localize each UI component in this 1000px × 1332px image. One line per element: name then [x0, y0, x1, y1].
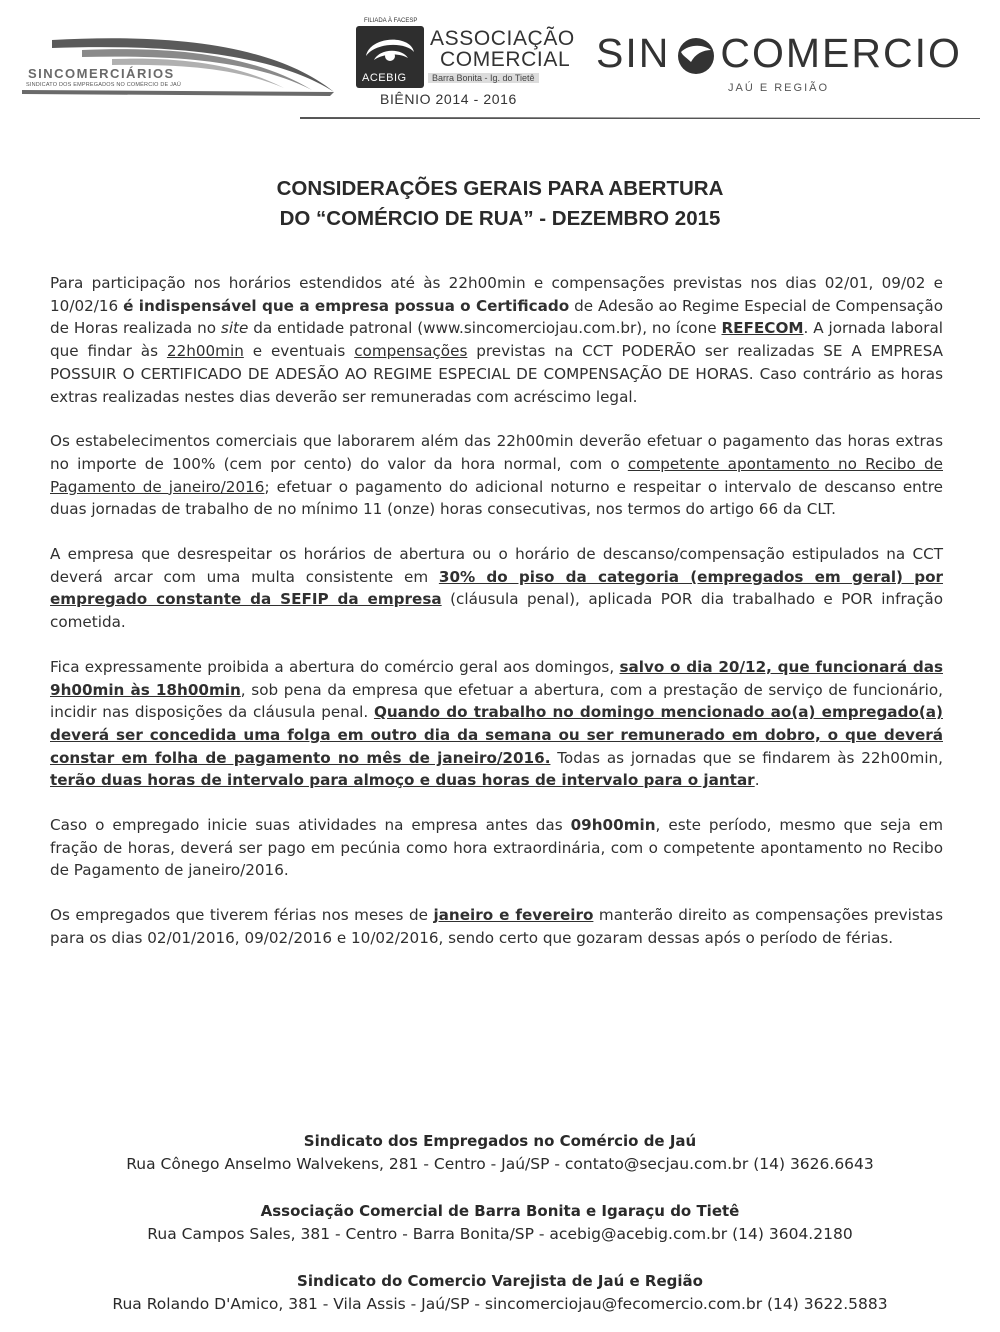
associacao-title-line2: COMERCIAL: [440, 48, 571, 71]
acebig-city: Barra Bonita - Ig. do Tietê: [428, 73, 539, 83]
document-body: [50, 272, 943, 972]
paragraph: [50, 656, 943, 792]
paragraph-text-run: compensações: [354, 342, 468, 361]
paragraph-text-run: de Adesão ao Regime Especial de Compensação de Horas realizada no: [50, 296, 943, 338]
paragraph: [50, 904, 943, 949]
paragraph-text-run: 30% do piso da categoria (empregados em geral) por empregado constante da SEFIP da empresa: [50, 567, 943, 609]
filiada-label: FILIADA À FACESP: [364, 18, 418, 24]
title-line-2: DO “COMÉRCIO DE RUA” - DEZEMBRO 2015: [279, 207, 721, 230]
paragraph: [50, 430, 943, 521]
organization-address: Rua Rolando D'Amico, 381 - Vila Assis - Jaú/SP - sincomerciojau@fecomercio.com.br (14) 3622.5883: [112, 1295, 888, 1313]
associacao-comercial-logo: [356, 18, 576, 110]
footer-contact-block: [0, 1270, 1000, 1316]
paragraph-text-run: e eventuais: [243, 342, 355, 361]
sincomerciarios-logo: [22, 30, 337, 100]
paragraph: [50, 814, 943, 882]
letterhead: [0, 0, 1000, 130]
paragraph-text-run: Os empregados que tiverem férias nos meses de: [50, 906, 434, 925]
document-title: [0, 174, 1000, 234]
sincomercio-right: COMERCIO: [720, 30, 962, 76]
paragraph-text-run: ; efetuar o pagamento do adicional noturno e respeitar o intervalo de descanso entre duas jornadas de trabalho de no mínimo 11 (onze) horas consecutivas, nos termos do artigo 66 da CLT.: [50, 477, 944, 519]
paragraph-text-run: 09h00min: [570, 816, 656, 835]
acebig-label: ACEBIG: [356, 71, 413, 85]
paragraph-text-run: Para participação nos horários estendidos até às 22h00min e compensações previstas nos dias 02/01, 09/02 e 10/02/16: [50, 274, 943, 315]
sincomercio-wordmark: [596, 30, 962, 77]
paragraph-text-run: janeiro e fevereiro: [433, 906, 594, 925]
paragraph-text-run: site: [220, 319, 249, 338]
paragraph-text-run: .: [754, 771, 760, 790]
footer-contact-block: [0, 1130, 1000, 1176]
paragraph-text-run: (cláusula penal), aplicada POR dia trabalhado e POR infração cometida.: [50, 590, 943, 632]
sincomercio-logo: [596, 28, 976, 103]
paragraph-text-run: é indispensável que a empresa possua o Certificado: [123, 296, 570, 315]
paragraph-text-run: competente apontamento no Recibo de Pagamento de janeiro/2016: [50, 454, 943, 496]
footer-contacts: [0, 1130, 1000, 1316]
globe-icon: [673, 36, 719, 76]
paragraph-text-run: previstas na CCT PODERÃO ser realizadas SE A EMPRESA POSSUIR O CERTIFICADO DE ADESÃO AO REGIME ESPECIAL DE COMPENSAÇÃO DE HORAS. Caso contrário as horas extras realizadas nestes dias deverão ser remuneradas com acréscimo legal.: [50, 342, 944, 406]
sincomercio-left: SIN: [596, 30, 671, 76]
organization-name: Sindicato dos Empregados no Comércio de Jaú: [303, 1132, 697, 1150]
paragraph-text-run: , sob pena da empresa que efetuar a abertura, com a prestação de serviço de funcionário, incidir nas disposições da cláusula penal.: [50, 680, 943, 722]
associacao-title-line1: ASSOCIAÇÃO: [430, 27, 575, 50]
paragraph-text-run: Fica expressamente proibida a abertura do comércio geral aos domingos,: [50, 657, 620, 676]
organization-name: Associação Comercial de Barra Bonita e Igaraçu do Tietê: [260, 1202, 740, 1220]
paragraph: [50, 272, 943, 408]
header-divider: [300, 116, 980, 120]
paragraph-text-run: salvo o dia 20/12, que funcionará das 9h00min às 18h00min: [50, 657, 943, 699]
paragraph-text-run: REFECOM: [721, 319, 804, 338]
organization-name: Sindicato do Comercio Varejista de Jaú e Região: [297, 1272, 703, 1290]
footer-contact-block: [0, 1200, 1000, 1246]
paragraph-text-run: Caso o empregado inicie suas atividades na empresa antes das: [50, 816, 571, 835]
paragraph-text-run: 22h00min: [166, 342, 244, 361]
title-line-1: CONSIDERAÇÕES GERAIS PARA ABERTURA: [276, 177, 724, 200]
paragraph-text-run: , este período, mesmo que seja em fração de horas, deverá ser pago em pecúnia como hora extraordinária, com o competente apontamento no Recibo de Pagamento de janeiro/2016.: [50, 816, 943, 880]
organization-address: Rua Campos Sales, 381 - Centro - Barra Bonita/SP - acebig@acebig.com.br (14) 3604.2180: [147, 1225, 853, 1243]
paragraph-text-run: Todas as jornadas que se findarem às 22h00min,: [550, 748, 943, 767]
paragraph-text-run: A empresa que desrespeitar os horários de abertura ou o horário de descanso/compensação estipulados na CCT deverá arcar com uma multa consistente em: [50, 545, 943, 586]
paragraph-text-run: Quando do trabalho no domingo mencionado ao(a) empregado(a) deverá ser concedida uma folga em outro dia da semana ou ser remunerado em dobro, o que deverá constar em folha de pagamento no mês de janeiro/2016.: [50, 703, 943, 767]
sincomerciarios-subtitle: SINDICATO DOS EMPREGADOS NO COMÉRCIO DE JAÚ: [26, 82, 182, 88]
bienio-label: BIÊNIO 2014 - 2016: [380, 91, 517, 107]
paragraph: [50, 543, 943, 634]
paragraph-text-run: . A jornada laboral que findar às: [50, 319, 943, 361]
organization-address: Rua Cônego Anselmo Walvekens, 281 - Centro - Jaú/SP - contato@secjau.com.br (14) 3626.6643: [126, 1155, 874, 1173]
swoosh-icon: [22, 30, 337, 100]
sincomerciarios-name: SINCOMERCIÁRIOS: [28, 66, 175, 81]
paragraph-text-run: da entidade patronal (www.sincomerciojau.com.br), no ícone: [248, 319, 722, 338]
sincomercio-subtitle: JAÚ E REGIÃO: [728, 82, 830, 94]
paragraph-text-run: manterão direito as compensações previstas para os dias 02/01/2016, 09/02/2016 e 10/02/2016, sendo certo que gozaram dessas após o período de férias.: [50, 906, 943, 947]
paragraph-text-run: Os estabelecimentos comerciais que laborarem além das 22h00min deverão efetuar o pagamento das horas extras no importe de 100% (cem por cento) do valor da hora normal, com o: [50, 432, 943, 473]
paragraph-text-run: terão duas horas de intervalo para almoço e duas horas de intervalo para o jantar: [50, 771, 755, 790]
